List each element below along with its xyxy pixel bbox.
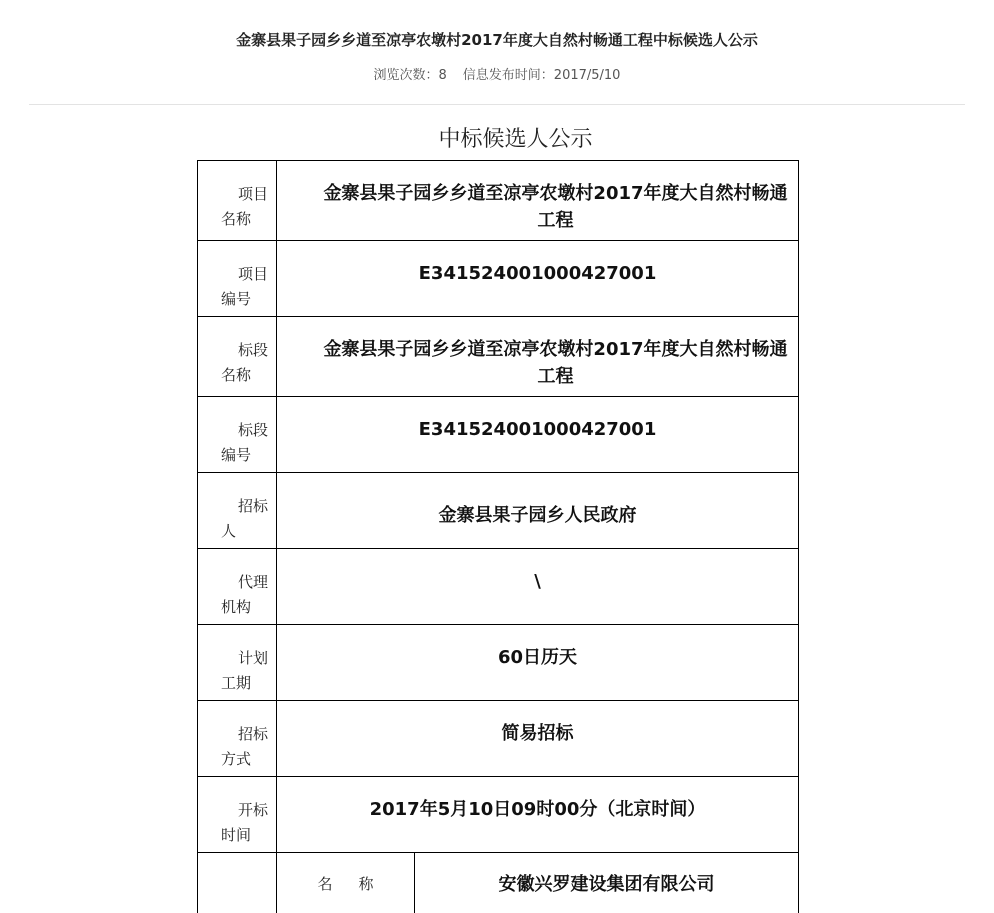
table-row xyxy=(198,701,798,777)
row-label: 项目 名称 xyxy=(198,161,277,240)
row-value: 60日历天 xyxy=(497,647,578,668)
table-row xyxy=(198,161,798,241)
candidate-name-label: 名 称 xyxy=(277,853,415,913)
row-label: 招标 方式 xyxy=(198,701,277,776)
row-label: 开标 时间 xyxy=(198,777,277,852)
row-value: 简易招标 xyxy=(501,723,574,744)
candidate-name-value: 安徽兴罗建设集团有限公司 xyxy=(498,874,715,895)
row-label: 计划 工期 xyxy=(198,625,277,700)
row-value: E341524001000427001 xyxy=(418,419,657,440)
row-value: 金寨县果子园乡乡道至凉亭农墩村2017年度大自然村畅通工程 xyxy=(323,339,788,387)
table-row xyxy=(198,473,798,549)
candidate-row-spacer xyxy=(198,853,277,913)
meta-info xyxy=(0,66,994,86)
row-label: 项目 编号 xyxy=(198,241,277,316)
publish-time: 信息发布时间：2017/5/10 xyxy=(462,68,621,83)
table-row xyxy=(198,317,798,397)
row-value: E341524001000427001 xyxy=(418,263,657,284)
table-row xyxy=(198,625,798,701)
page-title: 金寨县果子园乡乡道至凉亭农墩村2017年度大自然村畅通工程中标候选人公示 xyxy=(236,31,758,49)
row-label: 标段 名称 xyxy=(198,317,277,396)
row-value: \ xyxy=(534,571,541,592)
candidate-row xyxy=(198,853,798,913)
header-divider xyxy=(29,104,965,105)
row-value: 金寨县果子园乡人民政府 xyxy=(438,505,637,526)
view-count: 浏览次数：8 xyxy=(373,68,447,83)
row-value: 金寨县果子园乡乡道至凉亭农墩村2017年度大自然村畅通工程 xyxy=(323,183,788,231)
row-label: 招标 人 xyxy=(198,473,277,548)
row-label: 代理 机构 xyxy=(198,549,277,624)
table-row xyxy=(198,777,798,853)
row-label: 标段 编号 xyxy=(198,397,277,472)
document-heading: 中标候选人公示 xyxy=(438,127,593,152)
announcement-table xyxy=(197,160,799,913)
table-row xyxy=(198,241,798,317)
table-row xyxy=(198,549,798,625)
table-row xyxy=(198,397,798,473)
row-value: 2017年5月10日09时00分（北京时间） xyxy=(369,799,706,820)
